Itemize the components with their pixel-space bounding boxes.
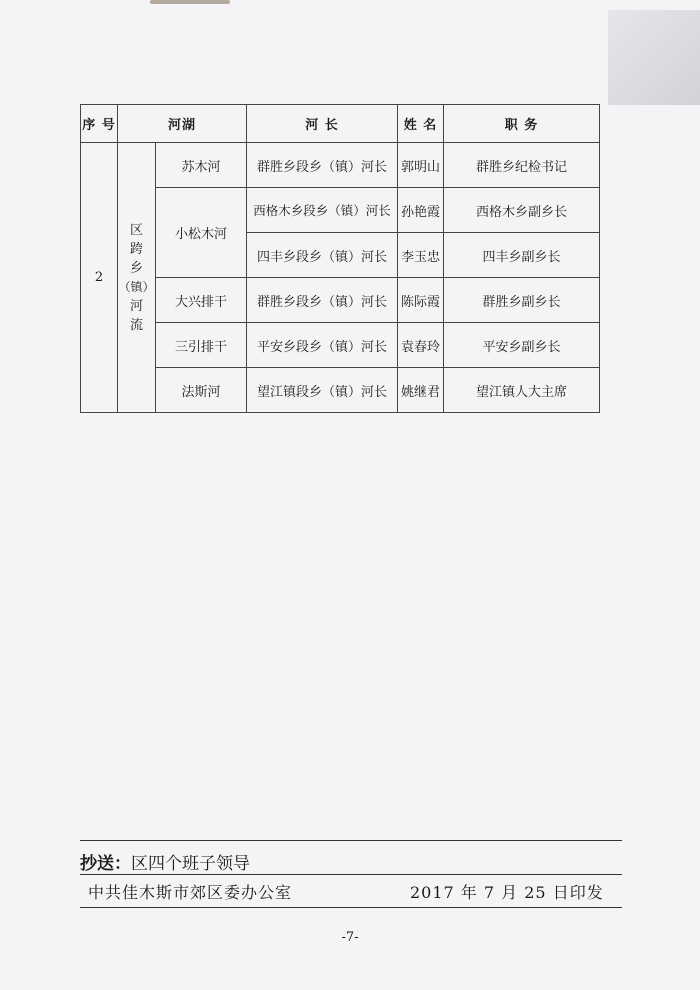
header-position: 职 务 [444, 105, 600, 143]
position-cell: 群胜乡副乡长 [444, 278, 600, 323]
footer-divider-top [80, 840, 622, 841]
name-cell: 孙艳霞 [398, 188, 444, 233]
cc-label: 抄送： [80, 854, 131, 874]
river-cell: 苏木河 [156, 143, 247, 188]
name-cell: 袁春玲 [398, 323, 444, 368]
position-cell: 四丰乡副乡长 [444, 233, 600, 278]
river-cell: 法斯河 [156, 368, 247, 413]
footer-divider-bottom [80, 907, 622, 908]
name-cell: 李玉忠 [398, 233, 444, 278]
header-chief: 河 长 [247, 105, 398, 143]
table-row [81, 278, 600, 323]
chief-cell: 群胜乡段乡（镇）河长 [247, 143, 398, 188]
table-row [81, 143, 600, 188]
issue-date: 2017 年 7 月 25 日印发 [410, 883, 604, 902]
river-cell: 三引排干 [156, 323, 247, 368]
header-index: 序 号 [81, 105, 118, 143]
position-cell: 西格木乡副乡长 [444, 188, 600, 233]
chief-cell: 四丰乡段乡（镇）河长 [247, 233, 398, 278]
river-chief-table [80, 104, 600, 413]
issuer: 中共佳木斯市郊区委办公室 [88, 883, 293, 902]
cc-line [80, 849, 250, 874]
page-number: -7- [341, 930, 359, 945]
position-cell: 望江镇人大主席 [444, 368, 600, 413]
position-cell: 平安乡副乡长 [444, 323, 600, 368]
name-cell: 姚继君 [398, 368, 444, 413]
group-category: 区 跨 乡 （镇） 河 流 [118, 143, 156, 413]
footer-divider-middle [80, 874, 622, 875]
chief-cell: 西格木乡段乡（镇）河长 [247, 188, 398, 233]
chief-cell: 群胜乡段乡（镇）河长 [247, 278, 398, 323]
river-cell: 大兴排干 [156, 278, 247, 323]
table-row [81, 368, 600, 413]
chief-cell: 平安乡段乡（镇）河长 [247, 323, 398, 368]
river-cell: 小松木河 [156, 188, 247, 278]
name-cell: 郭明山 [398, 143, 444, 188]
group-number: 2 [81, 143, 118, 413]
table-row [81, 188, 600, 233]
chief-cell: 望江镇段乡（镇）河长 [247, 368, 398, 413]
table-header-row [81, 105, 600, 143]
scan-shadow [608, 10, 700, 105]
cc-value: 区四个班子领导 [131, 854, 250, 874]
scan-smudge [150, 0, 230, 4]
position-cell: 群胜乡纪检书记 [444, 143, 600, 188]
table-row [81, 323, 600, 368]
header-name: 姓 名 [398, 105, 444, 143]
name-cell: 陈际霞 [398, 278, 444, 323]
header-river: 河湖 [118, 105, 247, 143]
